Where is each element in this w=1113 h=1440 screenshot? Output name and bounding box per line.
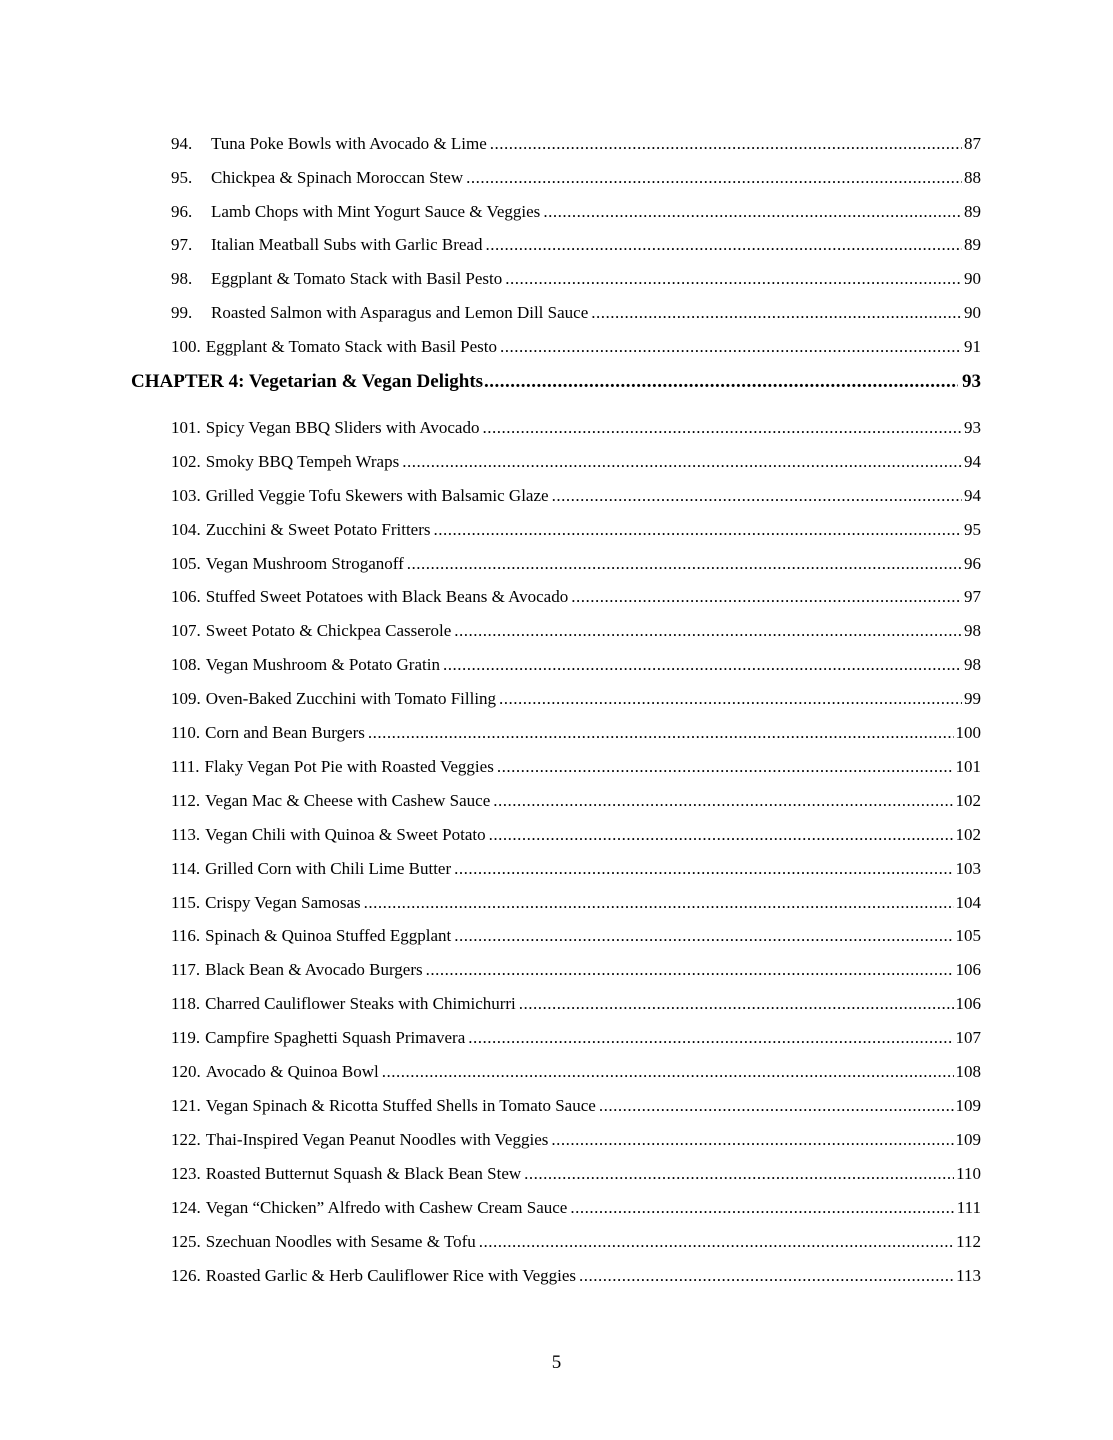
dot-leader xyxy=(466,166,962,190)
dot-leader xyxy=(579,1264,954,1288)
entry-page: 95 xyxy=(964,520,981,539)
entry-number: 120. xyxy=(171,1062,201,1081)
page-number: 5 xyxy=(551,1352,562,1373)
toc-entry[interactable] xyxy=(171,721,981,745)
entry-number: 98. xyxy=(171,269,193,288)
entry-number: 107. xyxy=(171,621,201,640)
entry-number: 95. xyxy=(171,168,193,187)
entry-page: 108 xyxy=(955,1062,981,1081)
entry-title: Black Bean & Avocado Burgers xyxy=(205,960,423,979)
entry-title: Vegan Mac & Cheese with Cashew Sauce xyxy=(205,791,491,810)
entry-page: 89 xyxy=(964,202,981,221)
toc-entry[interactable] xyxy=(171,552,981,576)
toc-entry[interactable] xyxy=(171,1094,981,1118)
entry-page: 88 xyxy=(964,168,981,187)
entry-title: Zucchini & Sweet Potato Fritters xyxy=(205,520,431,539)
toc-entry[interactable] xyxy=(171,484,981,508)
entry-title: Vegan Chili with Quinoa & Sweet Potato xyxy=(205,825,486,844)
toc-entry[interactable] xyxy=(171,619,981,643)
entry-number: 104. xyxy=(171,520,201,539)
entry-number: 108. xyxy=(171,655,201,674)
entry-page: 113 xyxy=(956,1266,981,1285)
entry-page: 100 xyxy=(955,723,981,742)
entry-page: 94 xyxy=(964,452,981,471)
toc-entry[interactable] xyxy=(171,200,981,224)
toc-entry[interactable] xyxy=(171,857,981,881)
entry-page: 104 xyxy=(955,893,981,912)
entry-number: 109. xyxy=(171,689,201,708)
toc-entry[interactable] xyxy=(171,653,981,677)
entry-title: Lamb Chops with Mint Yogurt Sauce & Veggies xyxy=(211,202,541,221)
entry-title: Avocado & Quinoa Bowl xyxy=(205,1062,379,1081)
entry-number: 110. xyxy=(171,723,201,742)
toc-entry[interactable] xyxy=(171,267,981,291)
dot-leader xyxy=(519,992,954,1016)
entry-title: Sweet Potato & Chickpea Casserole xyxy=(205,621,452,640)
dot-leader xyxy=(482,416,962,440)
entry-number: 122. xyxy=(171,1130,201,1149)
dot-leader xyxy=(484,368,958,396)
toc-entry[interactable] xyxy=(171,992,981,1016)
toc-entry[interactable] xyxy=(171,823,981,847)
toc-entry[interactable] xyxy=(171,1128,981,1152)
entry-number: 118. xyxy=(171,994,201,1013)
entry-title: Grilled Corn with Chili Lime Butter xyxy=(205,859,452,878)
dot-leader xyxy=(382,1060,954,1084)
dot-leader xyxy=(479,1230,954,1254)
entry-number: 121. xyxy=(171,1096,201,1115)
entry-page: 106 xyxy=(955,994,981,1013)
entry-page: 112 xyxy=(956,1232,981,1251)
entry-title: Chickpea & Spinach Moroccan Stew xyxy=(211,168,464,187)
entry-number: 106. xyxy=(171,587,201,606)
dot-leader xyxy=(505,267,962,291)
dot-leader xyxy=(402,450,962,474)
entry-page: 87 xyxy=(964,134,981,153)
toc-entry[interactable] xyxy=(171,891,981,915)
dot-leader xyxy=(570,1196,954,1220)
entry-number: 105. xyxy=(171,554,201,573)
dot-leader xyxy=(434,518,963,542)
dot-leader xyxy=(454,619,962,643)
dot-leader xyxy=(489,823,954,847)
entry-page: 102 xyxy=(955,825,981,844)
toc-entry[interactable] xyxy=(171,1230,981,1254)
dot-leader xyxy=(443,653,962,677)
dot-leader xyxy=(500,335,962,359)
toc-entry[interactable] xyxy=(171,1264,981,1288)
entry-number: 114. xyxy=(171,859,201,878)
dot-leader xyxy=(426,958,954,982)
toc-entry[interactable] xyxy=(171,166,981,190)
entry-title: Vegan Spinach & Ricotta Stuffed Shells in Tomato Sauce xyxy=(205,1096,596,1115)
entry-number: 123. xyxy=(171,1164,201,1183)
dot-leader xyxy=(524,1162,954,1186)
entry-number: 125. xyxy=(171,1232,201,1251)
toc-entry[interactable] xyxy=(171,958,981,982)
entry-title: Roasted Salmon with Asparagus and Lemon Dill Sauce xyxy=(211,303,589,322)
entry-title: Charred Cauliflower Steaks with Chimichurri xyxy=(205,994,516,1013)
dot-leader xyxy=(407,552,962,576)
dot-leader xyxy=(552,484,962,508)
entry-page: 101 xyxy=(955,757,981,776)
dot-leader xyxy=(368,721,954,745)
entry-title: Eggplant & Tomato Stack with Basil Pesto xyxy=(211,269,503,288)
entry-page: 103 xyxy=(955,859,981,878)
toc-entry[interactable] xyxy=(171,233,981,257)
dot-leader xyxy=(493,789,953,813)
entry-title: Vegan “Chicken” Alfredo with Cashew Cream Sauce xyxy=(205,1198,568,1217)
entry-number: 99. xyxy=(171,303,193,322)
entry-page: 96 xyxy=(964,554,981,573)
toc-entry[interactable] xyxy=(171,687,981,711)
dot-leader xyxy=(599,1094,954,1118)
entry-title: Flaky Vegan Pot Pie with Roasted Veggies xyxy=(204,757,494,776)
entry-title: Corn and Bean Burgers xyxy=(205,723,365,742)
entry-title: Spicy Vegan BBQ Sliders with Avocado xyxy=(205,418,480,437)
entry-page: 91 xyxy=(964,337,981,356)
entry-page: 111 xyxy=(956,1198,981,1217)
entry-page: 94 xyxy=(964,486,981,505)
dot-leader xyxy=(499,687,962,711)
entry-number: 117. xyxy=(171,960,201,979)
entry-number: 96. xyxy=(171,202,193,221)
entry-number: 97. xyxy=(171,235,193,254)
toc-entry[interactable] xyxy=(171,132,981,156)
dot-leader xyxy=(364,891,954,915)
entry-page: 105 xyxy=(955,926,981,945)
toc-entry[interactable] xyxy=(171,416,981,440)
entry-title: Crispy Vegan Samosas xyxy=(205,893,361,912)
chapter-page: 93 xyxy=(962,371,981,392)
entry-page: 90 xyxy=(964,303,981,322)
entry-number: 111. xyxy=(171,757,200,776)
entry-title: Smoky BBQ Tempeh Wraps xyxy=(205,452,400,471)
entry-page: 109 xyxy=(955,1096,981,1115)
entry-page: 97 xyxy=(964,587,981,606)
toc-entry[interactable] xyxy=(171,1026,981,1050)
entry-title: Oven-Baked Zucchini with Tomato Filling xyxy=(205,689,497,708)
dot-leader xyxy=(454,857,953,881)
dot-leader xyxy=(543,200,962,224)
toc-entry[interactable] xyxy=(171,301,981,325)
entry-page: 89 xyxy=(964,235,981,254)
dot-leader xyxy=(468,1026,953,1050)
toc-entry[interactable] xyxy=(171,518,981,542)
entry-number: 115. xyxy=(171,893,201,912)
entry-number: 119. xyxy=(171,1028,201,1047)
chapter-title: CHAPTER 4: Vegetarian & Vegan Delights xyxy=(131,371,484,392)
toc-entry[interactable] xyxy=(171,585,981,609)
entry-page: 106 xyxy=(955,960,981,979)
dot-leader xyxy=(551,1128,953,1152)
entry-title: Roasted Butternut Squash & Black Bean Stew xyxy=(205,1164,522,1183)
toc-entry[interactable] xyxy=(171,1196,981,1220)
entry-page: 102 xyxy=(955,791,981,810)
entry-title: Eggplant & Tomato Stack with Basil Pesto xyxy=(205,337,498,356)
entry-number: 126. xyxy=(171,1266,201,1285)
toc-entry[interactable] xyxy=(171,924,981,948)
entry-title: Roasted Garlic & Herb Cauliflower Rice with Veggies xyxy=(205,1266,577,1285)
toc-entry[interactable] xyxy=(171,755,981,779)
entry-page: 98 xyxy=(964,655,981,674)
entry-number: 116. xyxy=(171,926,201,945)
entry-page: 99 xyxy=(964,689,981,708)
chapter-heading[interactable] xyxy=(131,368,981,396)
toc-entry[interactable] xyxy=(171,450,981,474)
entry-title: Spinach & Quinoa Stuffed Eggplant xyxy=(205,926,452,945)
entry-title: Stuffed Sweet Potatoes with Black Beans & Avocado xyxy=(205,587,569,606)
entry-number: 113. xyxy=(171,825,201,844)
entry-title: Vegan Mushroom & Potato Gratin xyxy=(205,655,440,674)
dot-leader xyxy=(497,755,954,779)
dot-leader xyxy=(571,585,962,609)
entry-title: Italian Meatball Subs with Garlic Bread xyxy=(211,235,483,254)
entry-title: Grilled Veggie Tofu Skewers with Balsamic Glaze xyxy=(205,486,549,505)
entry-number: 102. xyxy=(171,452,201,471)
entry-title: Thai-Inspired Vegan Peanut Noodles with Veggies xyxy=(205,1130,549,1149)
entry-number: 103. xyxy=(171,486,201,505)
entry-number: 101. xyxy=(171,418,201,437)
dot-leader xyxy=(485,233,962,257)
entry-number: 100. xyxy=(171,337,201,356)
entry-title: Vegan Mushroom Stroganoff xyxy=(205,554,404,573)
entry-page: 93 xyxy=(964,418,981,437)
entry-title: Tuna Poke Bowls with Avocado & Lime xyxy=(211,134,487,153)
entry-number: 112. xyxy=(171,791,201,810)
toc-entry[interactable] xyxy=(171,335,981,359)
entry-page: 109 xyxy=(955,1130,981,1149)
entry-title: Szechuan Noodles with Sesame & Tofu xyxy=(205,1232,476,1251)
toc-entry[interactable] xyxy=(171,1162,981,1186)
entry-page: 107 xyxy=(955,1028,981,1047)
dot-leader xyxy=(490,132,962,156)
toc-entry[interactable] xyxy=(171,1060,981,1084)
entry-number: 94. xyxy=(171,134,193,153)
entry-page: 98 xyxy=(964,621,981,640)
entry-page: 90 xyxy=(964,269,981,288)
dot-leader xyxy=(591,301,962,325)
dot-leader xyxy=(454,924,953,948)
entry-number: 124. xyxy=(171,1198,201,1217)
entry-title: Campfire Spaghetti Squash Primavera xyxy=(205,1028,466,1047)
entry-page: 110 xyxy=(956,1164,981,1183)
toc-entry[interactable] xyxy=(171,789,981,813)
